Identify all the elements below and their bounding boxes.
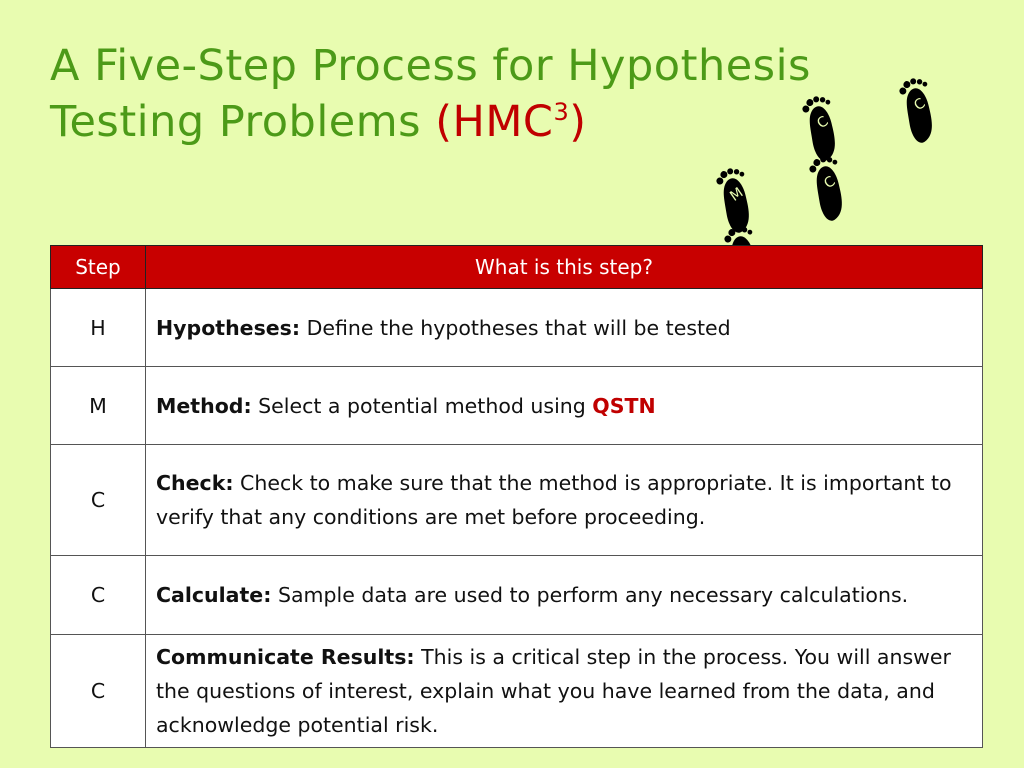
table-header-row	[51, 246, 983, 289]
step-label: Method:	[156, 393, 252, 418]
table-row	[51, 445, 983, 556]
step-label: Check:	[156, 471, 234, 495]
step-label: Calculate:	[156, 583, 272, 607]
steps-table	[50, 245, 983, 748]
step-description	[146, 367, 983, 445]
footprint-icon-c2	[788, 95, 858, 165]
step-label: Hypotheses:	[156, 315, 301, 340]
footprint-icon-c3	[885, 77, 955, 147]
step-description	[146, 635, 983, 748]
table-row	[51, 635, 983, 748]
table-row	[51, 367, 983, 445]
header-what: What is this step?	[146, 246, 983, 289]
slide-title	[50, 38, 811, 150]
svg-text:C: C	[821, 173, 839, 193]
title-superscript: 3	[553, 98, 570, 126]
title-line-1: A Five-Step Process for Hypothesis	[50, 41, 811, 91]
step-letter: C	[51, 556, 146, 635]
qstn-highlight: QSTN	[592, 393, 656, 418]
svg-text:C: C	[814, 113, 832, 133]
step-letter: C	[51, 635, 146, 748]
footprint-icon-m	[702, 167, 772, 237]
header-step: Step	[51, 246, 146, 289]
step-text: This is a critical step in the process. You will answer the questions of interest, explain what you have learned from the data, and acknowledge potential risk.	[156, 645, 951, 737]
table-row	[51, 556, 983, 635]
svg-text:M: M	[727, 184, 747, 205]
step-letter: C	[51, 445, 146, 556]
step-text: Define the hypotheses that will be tested	[300, 315, 731, 340]
title-paren-close: )	[569, 97, 587, 147]
step-description	[146, 445, 983, 556]
svg-text:C: C	[911, 95, 929, 115]
title-paren-open: (	[421, 97, 453, 147]
title-acronym: HMC	[452, 97, 554, 147]
title-line-2-text: Testing Problems	[50, 97, 422, 147]
title-line-2	[50, 94, 811, 150]
step-text: Check to make sure that the method is appropriate. It is important to verify that any conditions are met before proceeding.	[156, 471, 952, 529]
footprint-icon-c1	[795, 155, 865, 225]
step-letter: H	[51, 289, 146, 367]
step-label: Communicate Results:	[156, 645, 415, 669]
step-letter: M	[51, 367, 146, 445]
step-description	[146, 556, 983, 635]
step-description	[146, 289, 983, 367]
table-row	[51, 289, 983, 367]
step-text: Sample data are used to perform any necessary calculations.	[271, 583, 909, 607]
step-text: Select a potential method using	[251, 393, 593, 418]
